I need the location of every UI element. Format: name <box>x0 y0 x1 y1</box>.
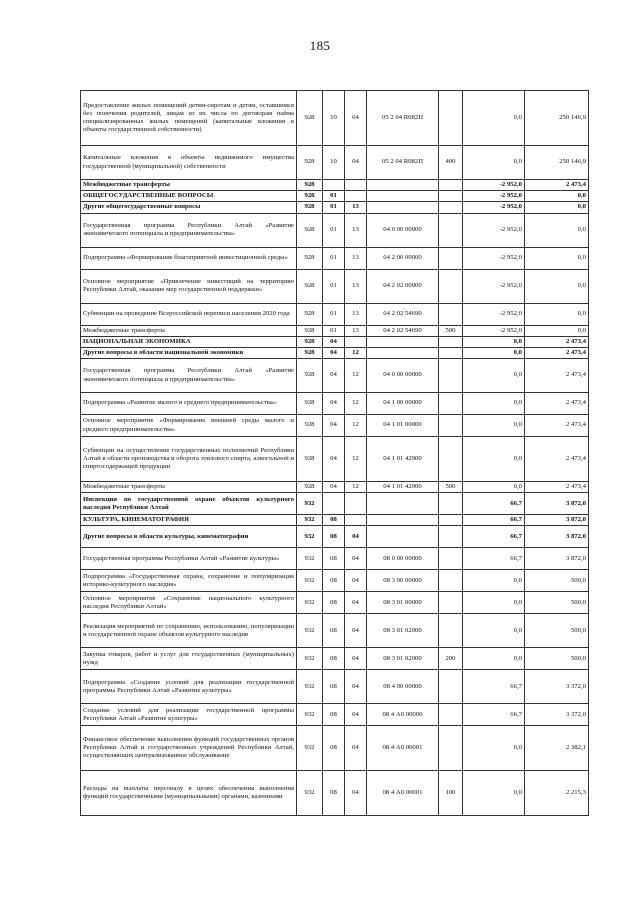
row-vr <box>439 548 463 570</box>
row-vr <box>439 726 463 771</box>
row-csr: 04 0 00 00000 <box>367 359 439 393</box>
row-sum1: -2 952,0 <box>463 303 525 325</box>
table-row <box>81 493 589 515</box>
table-row <box>81 614 589 648</box>
row-ved: 932 <box>297 704 323 726</box>
row-csr: 05 2 04 R082П <box>367 91 439 146</box>
row-csr: 08 3 01 02000 <box>367 614 439 648</box>
row-sum1: -2 952,0 <box>463 180 525 191</box>
table-row <box>81 303 589 325</box>
row-ved: 932 <box>297 670 323 704</box>
row-ved: 932 <box>297 570 323 592</box>
row-sum1: 0,0 <box>463 91 525 146</box>
row-name: Другие вопросы в области национальной экономики <box>81 347 297 358</box>
row-sum2: 2 473,4 <box>525 415 589 437</box>
row-rz: 04 <box>323 482 345 493</box>
row-rz: 08 <box>323 526 345 548</box>
row-name: НАЦИОНАЛЬНАЯ ЭКОНОМИКА <box>81 336 297 347</box>
row-sum1: -2 952,0 <box>463 213 525 247</box>
row-csr: 04 2 02 00000 <box>367 269 439 303</box>
row-ved: 928 <box>297 347 323 358</box>
row-sum2: 0,0 <box>525 269 589 303</box>
row-pr: 04 <box>345 771 367 816</box>
row-vr <box>439 614 463 648</box>
row-sum1: -2 952,0 <box>463 191 525 202</box>
table-row <box>81 347 589 358</box>
row-csr: 08 3 01 00000 <box>367 592 439 614</box>
row-rz: 04 <box>323 437 345 482</box>
row-name: Основное мероприятие «Сохранение национального культурного наследия Республики Алтай» <box>81 592 297 614</box>
row-rz: 08 <box>323 670 345 704</box>
table-row <box>81 482 589 493</box>
row-ved: 928 <box>297 359 323 393</box>
row-rz: 08 <box>323 515 345 526</box>
table-row <box>81 648 589 670</box>
table-row <box>81 146 589 180</box>
row-sum2: 2 473,4 <box>525 180 589 191</box>
row-rz: 08 <box>323 592 345 614</box>
row-vr <box>439 437 463 482</box>
row-pr <box>345 515 367 526</box>
row-pr <box>345 180 367 191</box>
row-sum1: -2 952,0 <box>463 325 525 336</box>
row-ved: 932 <box>297 771 323 816</box>
row-ved: 928 <box>297 213 323 247</box>
row-ved: 932 <box>297 515 323 526</box>
row-sum1: 0,0 <box>463 437 525 482</box>
row-sum1: 0,0 <box>463 482 525 493</box>
row-vr <box>439 336 463 347</box>
row-vr <box>439 515 463 526</box>
row-csr: 04 1 01 42900 <box>367 437 439 482</box>
row-ved: 928 <box>297 91 323 146</box>
row-vr <box>439 269 463 303</box>
row-name: Субвенции на осуществление государственных полномочий Республики Алтай в области производства и оборота этилового спирта, алкогольной и спиртосодержащей продукции <box>81 437 297 482</box>
row-name: Субвенции на проведение Всероссийской переписи населения 2020 года <box>81 303 297 325</box>
row-ved: 932 <box>297 592 323 614</box>
row-sum1: 0,0 <box>463 592 525 614</box>
row-rz: 01 <box>323 325 345 336</box>
row-name: Подпрограмма «Развитие малого и среднего предпринимательства» <box>81 393 297 415</box>
table-row <box>81 771 589 816</box>
row-csr: 08 3 00 00000 <box>367 570 439 592</box>
row-vr: 500 <box>439 325 463 336</box>
row-name: Межбюджетные трансферты <box>81 180 297 191</box>
row-vr <box>439 393 463 415</box>
table-row <box>81 670 589 704</box>
row-sum2: 0,0 <box>525 303 589 325</box>
row-csr <box>367 191 439 202</box>
row-csr: 08 4 А0 00001 <box>367 726 439 771</box>
row-ved: 932 <box>297 614 323 648</box>
row-sum2: 2 473,4 <box>525 336 589 347</box>
table-row <box>81 325 589 336</box>
row-rz: 08 <box>323 548 345 570</box>
table-row <box>81 704 589 726</box>
row-sum2: 2 215,3 <box>525 771 589 816</box>
row-ved: 932 <box>297 548 323 570</box>
row-sum2: 500,0 <box>525 592 589 614</box>
row-csr: 05 2 04 R082П <box>367 146 439 180</box>
row-rz: 04 <box>323 415 345 437</box>
row-rz <box>323 180 345 191</box>
row-name: Государственная программа Республики Алтай «Развитие культуры» <box>81 548 297 570</box>
row-vr <box>439 347 463 358</box>
row-sum1: 66,7 <box>463 493 525 515</box>
row-vr <box>439 526 463 548</box>
row-sum1: -2 952,0 <box>463 269 525 303</box>
row-rz: 04 <box>323 336 345 347</box>
row-sum2: 3 372,0 <box>525 704 589 726</box>
row-sum1: 0,0 <box>463 146 525 180</box>
row-vr: 400 <box>439 146 463 180</box>
row-vr <box>439 570 463 592</box>
row-rz: 01 <box>323 202 345 213</box>
row-sum1: 0,0 <box>463 336 525 347</box>
row-name: Реализация мероприятий по сохранению, использованию, популяризации и государственной охране объектов культурного наследия <box>81 614 297 648</box>
row-ved: 928 <box>297 336 323 347</box>
row-name: Основное мероприятие «Формирование внешней среды малого и среднего предпринимательства» <box>81 415 297 437</box>
row-ved: 932 <box>297 726 323 771</box>
row-ved: 928 <box>297 415 323 437</box>
row-csr: 04 2 00 00000 <box>367 247 439 269</box>
row-csr: 04 1 01 00000 <box>367 415 439 437</box>
row-pr: 04 <box>345 91 367 146</box>
row-sum1: 0,0 <box>463 359 525 393</box>
row-csr: 04 1 01 42900 <box>367 482 439 493</box>
row-vr <box>439 415 463 437</box>
table-row <box>81 526 589 548</box>
row-ved: 928 <box>297 303 323 325</box>
row-sum2: 3 872,0 <box>525 515 589 526</box>
row-pr: 13 <box>345 269 367 303</box>
row-name: Предоставление жилых помещений детям-сиротам и детям, оставшимся без попечения родителей, лицам из их числа по договорам найма специализированных жилых помещений (капитальные вложения в объекты государственной собственности) <box>81 91 297 146</box>
row-ved: 928 <box>297 393 323 415</box>
row-pr: 12 <box>345 393 367 415</box>
row-sum2: 0,0 <box>525 325 589 336</box>
table-row <box>81 269 589 303</box>
table-row <box>81 515 589 526</box>
row-ved: 928 <box>297 269 323 303</box>
table-row <box>81 213 589 247</box>
row-vr <box>439 592 463 614</box>
row-vr <box>439 202 463 213</box>
row-pr: 12 <box>345 359 367 393</box>
row-rz: 10 <box>323 91 345 146</box>
row-pr <box>345 191 367 202</box>
row-pr: 04 <box>345 614 367 648</box>
row-name: Государственная программа Республики Алтай «Развитие экономического потенциала и предпринимательства» <box>81 213 297 247</box>
row-rz: 01 <box>323 303 345 325</box>
row-name: Подпрограмма «Формирование благоприятной инвестиционной среды» <box>81 247 297 269</box>
row-name: КУЛЬТУРА, КИНЕМАТОГРАФИЯ <box>81 515 297 526</box>
row-sum1: 0,0 <box>463 570 525 592</box>
row-vr <box>439 704 463 726</box>
row-sum1: 0,0 <box>463 415 525 437</box>
row-ved: 932 <box>297 526 323 548</box>
row-sum1: 0,0 <box>463 347 525 358</box>
row-sum1: 66,7 <box>463 515 525 526</box>
row-vr: 100 <box>439 771 463 816</box>
row-csr: 08 0 00 00000 <box>367 548 439 570</box>
row-sum2: 0,0 <box>525 202 589 213</box>
row-sum2: 2 473,4 <box>525 347 589 358</box>
row-rz: 08 <box>323 570 345 592</box>
budget-table <box>80 90 589 816</box>
row-sum2: 3 872,0 <box>525 548 589 570</box>
row-sum1: 0,0 <box>463 648 525 670</box>
row-rz: 01 <box>323 269 345 303</box>
row-vr: 200 <box>439 648 463 670</box>
row-pr: 04 <box>345 570 367 592</box>
row-vr <box>439 303 463 325</box>
page-number: 185 <box>309 38 331 53</box>
row-sum1: -2 952,0 <box>463 202 525 213</box>
row-vr <box>439 91 463 146</box>
row-csr <box>367 202 439 213</box>
row-sum2: 500,0 <box>525 614 589 648</box>
row-csr: 08 4 00 00000 <box>367 670 439 704</box>
row-sum2: 500,0 <box>525 648 589 670</box>
row-pr: 13 <box>345 202 367 213</box>
row-rz: 04 <box>323 359 345 393</box>
row-sum1: 66,7 <box>463 526 525 548</box>
row-rz: 01 <box>323 213 345 247</box>
row-name: Инспекция по государственной охране объектов культурного наследия Республики Алтай <box>81 493 297 515</box>
row-csr: 04 2 02 54690 <box>367 303 439 325</box>
row-pr: 04 <box>345 670 367 704</box>
row-csr: 04 2 02 54690 <box>367 325 439 336</box>
row-rz: 08 <box>323 726 345 771</box>
row-sum2: 3 872,0 <box>525 526 589 548</box>
row-vr <box>439 670 463 704</box>
row-ved: 928 <box>297 180 323 191</box>
row-csr <box>367 526 439 548</box>
row-sum2: 3 372,0 <box>525 670 589 704</box>
row-csr: 08 4 А0 00000 <box>367 704 439 726</box>
row-sum1: -2 952,0 <box>463 247 525 269</box>
row-rz: 08 <box>323 648 345 670</box>
row-sum2: 3 872,0 <box>525 493 589 515</box>
row-ved: 928 <box>297 191 323 202</box>
row-name: Другие общегосударственные вопросы <box>81 202 297 213</box>
row-sum2: 0,0 <box>525 247 589 269</box>
row-name: Межбюджетные трансферты <box>81 325 297 336</box>
row-sum2: 2 473,4 <box>525 393 589 415</box>
row-pr: 04 <box>345 146 367 180</box>
row-ved: 928 <box>297 325 323 336</box>
row-sum2: 2 382,1 <box>525 726 589 771</box>
row-pr <box>345 336 367 347</box>
row-name: Основное мероприятие «Привлечение инвестиций на территорию Республики Алтай, оказание мер государственной поддержки» <box>81 269 297 303</box>
row-name: Государственная программа Республики Алтай «Развитие экономического потенциала и предпринимательства» <box>81 359 297 393</box>
row-sum1: 0,0 <box>463 771 525 816</box>
row-name: Расходы на выплаты персоналу в целях обеспечения выполнения функций государственными (муниципальными) органами, казенными <box>81 771 297 816</box>
row-ved: 932 <box>297 493 323 515</box>
row-name: Капитальные вложения в объекты недвижимого имущества государственной (муниципальной) собственности <box>81 146 297 180</box>
table-row <box>81 336 589 347</box>
row-rz: 08 <box>323 771 345 816</box>
table-row <box>81 359 589 393</box>
row-name: Финансовое обеспечение выполнения функций государственных органов Республики Алтай и государственных учреждений Республики Алтай, осуществляющих централизованное обслуживание <box>81 726 297 771</box>
row-pr: 04 <box>345 592 367 614</box>
table-row <box>81 570 589 592</box>
row-vr <box>439 213 463 247</box>
row-pr <box>345 493 367 515</box>
table-row <box>81 415 589 437</box>
row-ved: 932 <box>297 648 323 670</box>
row-ved: 928 <box>297 146 323 180</box>
table-row <box>81 180 589 191</box>
row-pr: 12 <box>345 415 367 437</box>
row-csr: 08 4 А0 00001 <box>367 771 439 816</box>
table-row <box>81 191 589 202</box>
row-sum1: 0,0 <box>463 393 525 415</box>
row-vr <box>439 359 463 393</box>
table-body <box>81 91 589 816</box>
row-sum1: 0,0 <box>463 614 525 648</box>
row-name: Подпрограмма «Создание условий для реализации государственной программы Республики Алтай «Развитие культуры» <box>81 670 297 704</box>
row-csr <box>367 515 439 526</box>
row-csr <box>367 493 439 515</box>
row-csr: 04 1 00 00000 <box>367 393 439 415</box>
row-ved: 928 <box>297 437 323 482</box>
row-sum2: 2 473,4 <box>525 482 589 493</box>
table-row <box>81 726 589 771</box>
table-row <box>81 91 589 146</box>
row-pr: 13 <box>345 303 367 325</box>
row-rz: 01 <box>323 247 345 269</box>
row-rz: 04 <box>323 347 345 358</box>
table-row <box>81 592 589 614</box>
row-sum1: 0,0 <box>463 726 525 771</box>
row-csr <box>367 336 439 347</box>
row-csr: 04 0 00 00000 <box>367 213 439 247</box>
row-pr: 04 <box>345 548 367 570</box>
table-row <box>81 437 589 482</box>
row-csr <box>367 347 439 358</box>
row-name: ОБЩЕГОСУДАРСТВЕННЫЕ ВОПРОСЫ <box>81 191 297 202</box>
table-row <box>81 393 589 415</box>
row-pr: 12 <box>345 482 367 493</box>
row-ved: 928 <box>297 247 323 269</box>
row-vr <box>439 493 463 515</box>
row-rz: 10 <box>323 146 345 180</box>
row-sum2: 0,0 <box>525 213 589 247</box>
row-pr: 04 <box>345 526 367 548</box>
row-name: Межбюджетные трансферты <box>81 482 297 493</box>
row-vr <box>439 247 463 269</box>
row-rz: 04 <box>323 393 345 415</box>
row-rz: 01 <box>323 191 345 202</box>
row-sum2: 500,0 <box>525 570 589 592</box>
row-pr: 13 <box>345 247 367 269</box>
row-ved: 928 <box>297 202 323 213</box>
row-csr: 08 3 01 02000 <box>367 648 439 670</box>
row-ved: 928 <box>297 482 323 493</box>
row-pr: 12 <box>345 347 367 358</box>
row-pr: 04 <box>345 726 367 771</box>
row-sum2: 250 146,9 <box>525 91 589 146</box>
row-pr: 13 <box>345 213 367 247</box>
row-vr <box>439 180 463 191</box>
row-sum2: 2 473,4 <box>525 359 589 393</box>
table-row <box>81 202 589 213</box>
row-rz: 08 <box>323 614 345 648</box>
row-name: Закупка товаров, работ и услуг для государственных (муниципальных) нужд <box>81 648 297 670</box>
row-name: Другие вопросы в области культуры, кинематографии <box>81 526 297 548</box>
row-sum2: 250 146,9 <box>525 146 589 180</box>
row-sum1: 66,7 <box>463 670 525 704</box>
row-sum2: 0,0 <box>525 191 589 202</box>
table-row <box>81 548 589 570</box>
row-name: Создание условий для реализации государственной программы Республики Алтай «Развитие культуры» <box>81 704 297 726</box>
row-sum2: 2 473,4 <box>525 437 589 482</box>
row-sum1: 66,7 <box>463 704 525 726</box>
row-pr: 04 <box>345 704 367 726</box>
table-row <box>81 247 589 269</box>
row-rz <box>323 493 345 515</box>
row-name: Подпрограмма «Государственная охрана, сохранение и популяризация историко-культурного наследия» <box>81 570 297 592</box>
row-pr: 13 <box>345 325 367 336</box>
row-vr: 500 <box>439 482 463 493</box>
row-sum1: 66,7 <box>463 548 525 570</box>
row-csr <box>367 180 439 191</box>
row-pr: 12 <box>345 437 367 482</box>
row-pr: 04 <box>345 648 367 670</box>
row-vr <box>439 191 463 202</box>
row-rz: 08 <box>323 704 345 726</box>
